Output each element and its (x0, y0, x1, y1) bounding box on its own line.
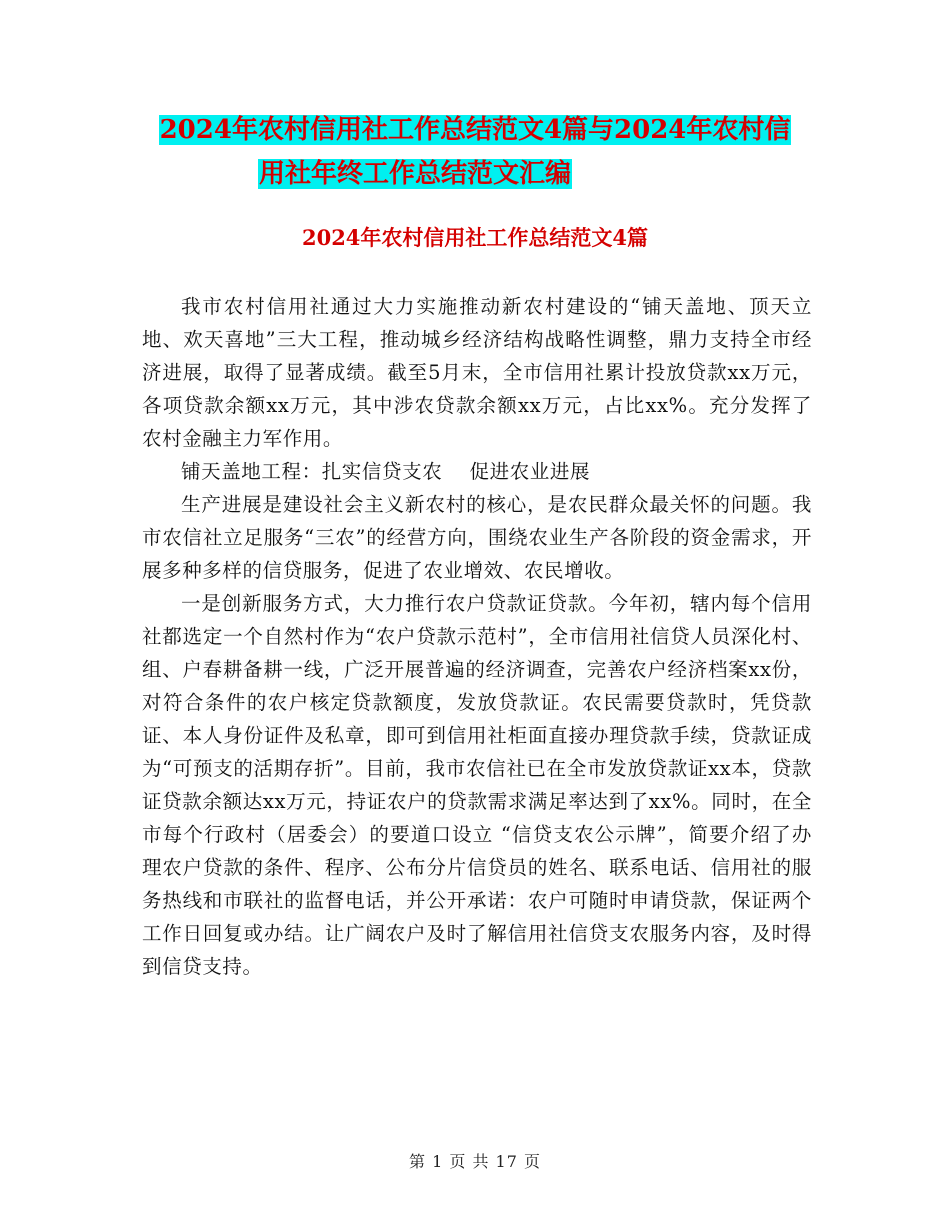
document-title-line-1 (0, 112, 950, 148)
section-heading: 2024年农村信用社工作总结范文4篇 (301, 225, 649, 250)
document-title-line-2 (258, 156, 572, 192)
document-body (142, 290, 812, 983)
title-highlight: 用社年终工作总结范文汇编 (259, 159, 572, 189)
paragraph: 一是创新服务方式，大力推行农户贷款证贷款。今年初，辖内每个信用社都选定一个自然村作为“农户贷款示范村”，全市信用社信贷人员深化村、组、户春耕备耕一线，广泛开展普遍的经济调查，完善农户经济档案xx份，对符合条件的农户核定贷款额度，发放贷款证。农民需要贷款时，凭贷款证、本人身份证件及私章，即可到信用社柜面直接办理贷款手续，贷款证成为“可预支的活期存折”。目前，我市农信社已在全市发放贷款证xx本，贷款证贷款余额达xx万元，持证农户的贷款需求满足率达到了xx%。同时，在全市每个行政村（居委会）的要道口设立 “信贷支农公示牌”，简要介绍了办理农户贷款的条件、程序、公布分片信贷员的姓名、联系电话、信用社的服务热线和市联社的监督电话，并公开承诺：农户可随时申请贷款，保证两个工作日回复或办结。让广阔农户及时了解信用社信贷支农服务内容，及时得到信贷支持。 (142, 592, 812, 978)
title-highlight: 2024年农村信用社工作总结范文4篇与2024年农村信 (159, 115, 791, 145)
paragraph: 我市农村信用社通过大力实施推动新农村建设的“铺天盖地、顶天立地、欢天喜地”三大工程，推动城乡经济结构战略性调整，鼎力支持全市经济进展，取得了显著成绩。截至5月末，全市信用社累计投放贷款xx万元，各项贷款余额xx万元，其中涉农贷款余额xx万元，占比xx%。充分发挥了农村金融主力军作用。 (142, 295, 812, 450)
page-footer: 第 1 页 共 17 页 (409, 1152, 541, 1171)
paragraph: 生产进展是建设社会主义新农村的核心，是农民群众最关怀的问题。我市农信社立足服务“三农”的经营方向，围绕农业生产各阶段的资金需求，开展多种多样的信贷服务，促进了农业增效、农民增收。 (142, 493, 812, 582)
sub-heading: 铺天盖地工程：扎实信贷支农 促进农业进展 (181, 460, 591, 483)
